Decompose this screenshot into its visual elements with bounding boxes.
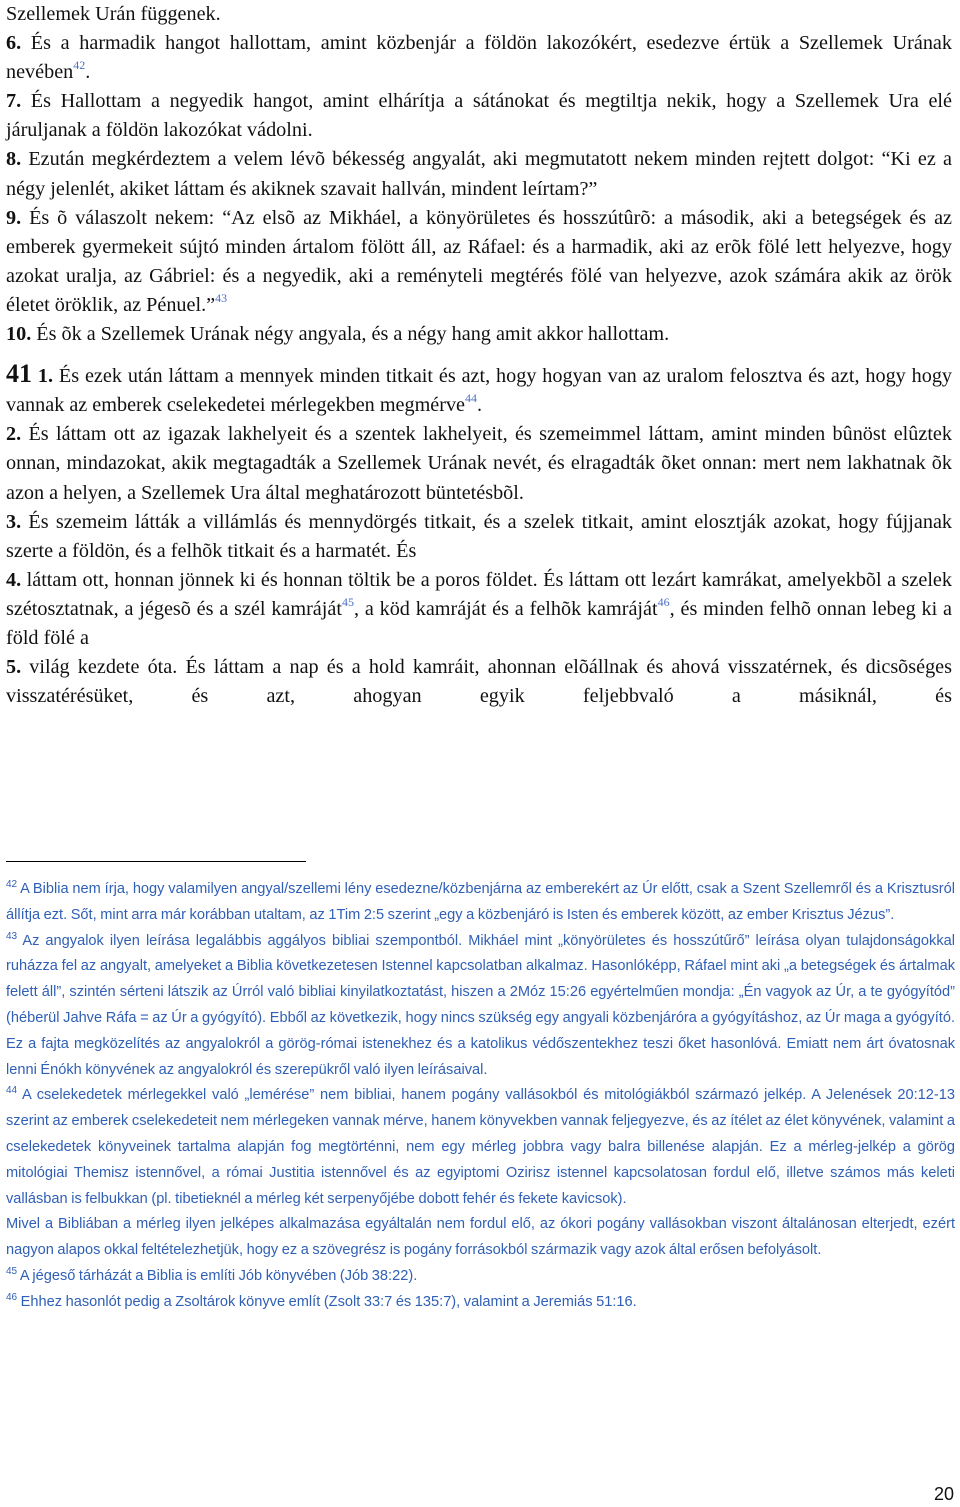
- main-text: [6, 0, 952, 711]
- verse-number: 8.: [6, 148, 22, 171]
- footnote-ref-46[interactable]: 46: [657, 594, 670, 609]
- verse-7: [6, 87, 952, 145]
- footnote-ref-44[interactable]: 44: [465, 391, 478, 406]
- verse-number: 1.: [37, 365, 54, 388]
- footnote-46: [6, 1290, 955, 1316]
- chapter-number: 41: [6, 359, 32, 389]
- footnote-number: 46: [6, 1291, 18, 1303]
- verse-text: És láttam ott az igazak lakhelyeit és a szentek lakhelyeit, és szemeimmel láttam, amint minden bûnöst elûztek onnan, mindazokat, akik megtagadták a Szellemek Urának nevét, és elragadták õket onnan: mert nem lakhatnak õk azon a helyen, a Szellemek Ura által meghatározott büntetésbõl.: [6, 423, 952, 504]
- chapter-41-verse-1: [6, 359, 952, 420]
- verse-text: világ kezdete óta. És láttam a nap és a hold kamráit, ahonnan elõállnak és ahová visszatérnek, és dicsõséges visszatérésüket, és azt, ahogyan egyik feljebbvaló a másiknál, és: [6, 656, 952, 708]
- verse-number: 9.: [6, 206, 22, 229]
- verse-number: 2.: [6, 423, 22, 446]
- verse-text: És ezek után láttam a mennyek minden titkait és azt, hogy hogyan van az uralom felosztva és azt, hogy hogy vannak az emberek cselekedetei mérlegekben megmérve: [6, 365, 953, 417]
- page-number: 20: [933, 1484, 954, 1504]
- verse-text: És õk a Szellemek Urának négy angyala, és a négy hang amit akkor hallottam.: [31, 323, 670, 346]
- footnote-44-continuation: [6, 1212, 955, 1264]
- verse-text: Ezután megkérdeztem a velem lévõ békesség angyalát, aki megmutatott nekem minden rejtett dolgot: “Ki ez a négy jelenlét, akiket láttam és akiknek szavait hallván, mindent leírtam?”: [6, 148, 952, 200]
- footnote-42: [6, 877, 955, 929]
- footnote-ref-42[interactable]: 42: [73, 58, 86, 73]
- paragraph-continuation: [6, 0, 952, 29]
- footnote-number: 45: [6, 1265, 18, 1277]
- verse-text-end: .: [477, 394, 483, 417]
- verse-10: [6, 320, 952, 349]
- verse-number: 3.: [6, 510, 22, 533]
- footnote-44: [6, 1083, 955, 1212]
- footnote-ref-45[interactable]: 45: [341, 594, 354, 609]
- verse-number: 4.: [6, 568, 22, 591]
- chapter-41-verse-3: [6, 508, 952, 566]
- chapter-41-verse-4: [6, 566, 952, 653]
- footnote-text: A jégeső tárházát a Biblia is említi Jób könyvében (Jób 38:22).: [17, 1267, 418, 1284]
- verse-text-mid: , a köd kamráját és a felhõk kamráját: [353, 597, 658, 620]
- continued-text: Szellemek Urán függenek.: [6, 3, 221, 25]
- footnote-number: 44: [6, 1085, 18, 1097]
- chapter-gap: [6, 349, 952, 359]
- verse-text: És a harmadik hangot hallottam, amint közbenjár a földön lakozókért, esedezve értük a Szellemek Urának nevében: [6, 32, 952, 84]
- verse-text: És õ válaszolt nekem: “Az elsõ az Mikháel, a könyörületes és hosszútûrõ: a második, aki a betegségek és az emberek gyermekeit sújtó minden ártalom fölött áll, az Ráfael: és a harmadik, aki az erõk fölé lett helyezve, hogy azokat uralja, az Gábriel: és a negyedik, aki a reményteli megtérés fölé van helyezve, azok számára akik az örök életet öröklik, az Pénuel.”: [6, 206, 952, 316]
- footnote-45: [6, 1264, 955, 1290]
- footnote-number: 42: [6, 879, 18, 890]
- verse-text: És Hallottam a negyedik hangot, amint elhárítja a sátánokat és megtiltja nekik, hogy a Szellemek Ura elé járuljanak a földön lakozókat vádolni.: [6, 90, 952, 142]
- footnote-text: Az angyalok ilyen leírása legalábbis aggályos bibliai szempontból. Mikháel mint „könyörületes és hosszútűrő” leírása olyan tulajdonságokkal ruházza fel az angyalt, amelyeket a Biblia következetesen Istennel kapcsolatban alkalmaz. Hasonlóképp, Ráfael mint aki „a betegségek és ártalmak felett áll”, szintén sérteni látszik az Úrról való bibliai kinyilatkoztatást, hiszen a 2Móz 15:26 egyértelműen mondja: „Én vagyok az Úr, a te gyógyítód” (héberül Jahve Ráfa = az Úr a gyógyító). Ebből az következik, hogy nincs szükség egy angyali közbenjáróra a gyógyításhoz, az Úr maga a gyógyító. Ez a fajta megközelítés az angyalokról a görög-római istenekhez és a katolikus védőszentekhez teszi őket hasonlóvá. Emiatt nem árt óvatosnak lenni Énókh könyvének az angyalokról és szerepükről való ilyen leírásaival.: [6, 932, 955, 1078]
- footnote-separator: [6, 861, 306, 862]
- verse-8: [6, 145, 952, 203]
- footnote-text: Mivel a Bibliában a mérleg ilyen jelképes alkalmazása egyáltalán nem fordul elő, az ókori pogány vallásokban viszont általánosan elterjedt, ezért nagyon alapos okkal feltételezhetjük, hogy ez a szövegrész is pogány forrásokból származik vagy azok által erősen befolyásolt.: [6, 1216, 955, 1259]
- verse-text: láttam ott, honnan jönnek ki és honnan töltik be a poros földet. És láttam ott lezárt kamrákat, amelyekbõl a szelek szétosztatnak, a jégesõ és a szél kamráját: [6, 568, 952, 620]
- verse-6: [6, 29, 952, 87]
- verse-text-end: .: [85, 61, 91, 84]
- chapter-41-verse-2: [6, 420, 952, 507]
- footnote-number: 43: [6, 930, 18, 942]
- footnote-text: A Biblia nem írja, hogy valamilyen angyal/szellemi lény esedezne/közbenjárna az emberekért az Úr előtt, csak a Szent Szellemről és a Krisztusról állítja ezt. Sőt, mint arra már korábban utaltam, az 1Tim 2:5 szerint „egy a közbenjáró is Isten és emberek között, az ember Krisztus Jézus”.: [6, 881, 955, 923]
- footnote-ref-43[interactable]: 43: [215, 290, 228, 305]
- verse-number: 7.: [6, 90, 22, 113]
- verse-number: 5.: [6, 656, 22, 679]
- verse-text-end: , és minden felhõ onnan lebeg ki a föld fölé a: [6, 597, 953, 649]
- chapter-41-verse-5: [6, 653, 952, 711]
- footnote-43: [6, 929, 955, 1084]
- footnotes: [6, 877, 955, 1316]
- footnote-text: A cselekedetek mérlegekkel való „lemérése” nem bibliai, hanem pogány vallásokból és mitológiákból származó jelkép. A Jelenések 20:12-13 szerint az emberek cselekedeteit nem mérlegeken vannak mérve, hanem könyvekben vannak feljegyezve, és az ítélet az élet könyvének, valamint a cselekedetek könyveinek tartalma alapján fog megtörténni, nem egy mérleg jobbra vagy balra billenése alapján. Ez a mérleg-jelkép a görög mitológiai Themisz istennővel, a római Justitia istennővel és az egyiptomi Ozirisz istennel kapcsolatosan fordul elő, illetve számos más keleti vallásban is felbukkan (pl. tibetieknél a mérleg két serpenyőjébe dobott fehér és fekete kavicsok).: [6, 1087, 955, 1207]
- verse-text: És szemeim látták a villámlás és mennydörgés titkait, és a szelek titkait, amint elosztják azokat, hogy fújjanak szerte a földön, és a felhõk titkait és a harmatét. És: [6, 510, 952, 562]
- verse-number: 6.: [6, 32, 22, 55]
- verse-9: [6, 204, 952, 320]
- footnote-text: Ehhez hasonlót pedig a Zsoltárok könyve említ (Zsolt 33:7 és 135:7), valamint a Jeremiás 51:16.: [17, 1293, 637, 1310]
- verse-number: 10.: [6, 323, 32, 346]
